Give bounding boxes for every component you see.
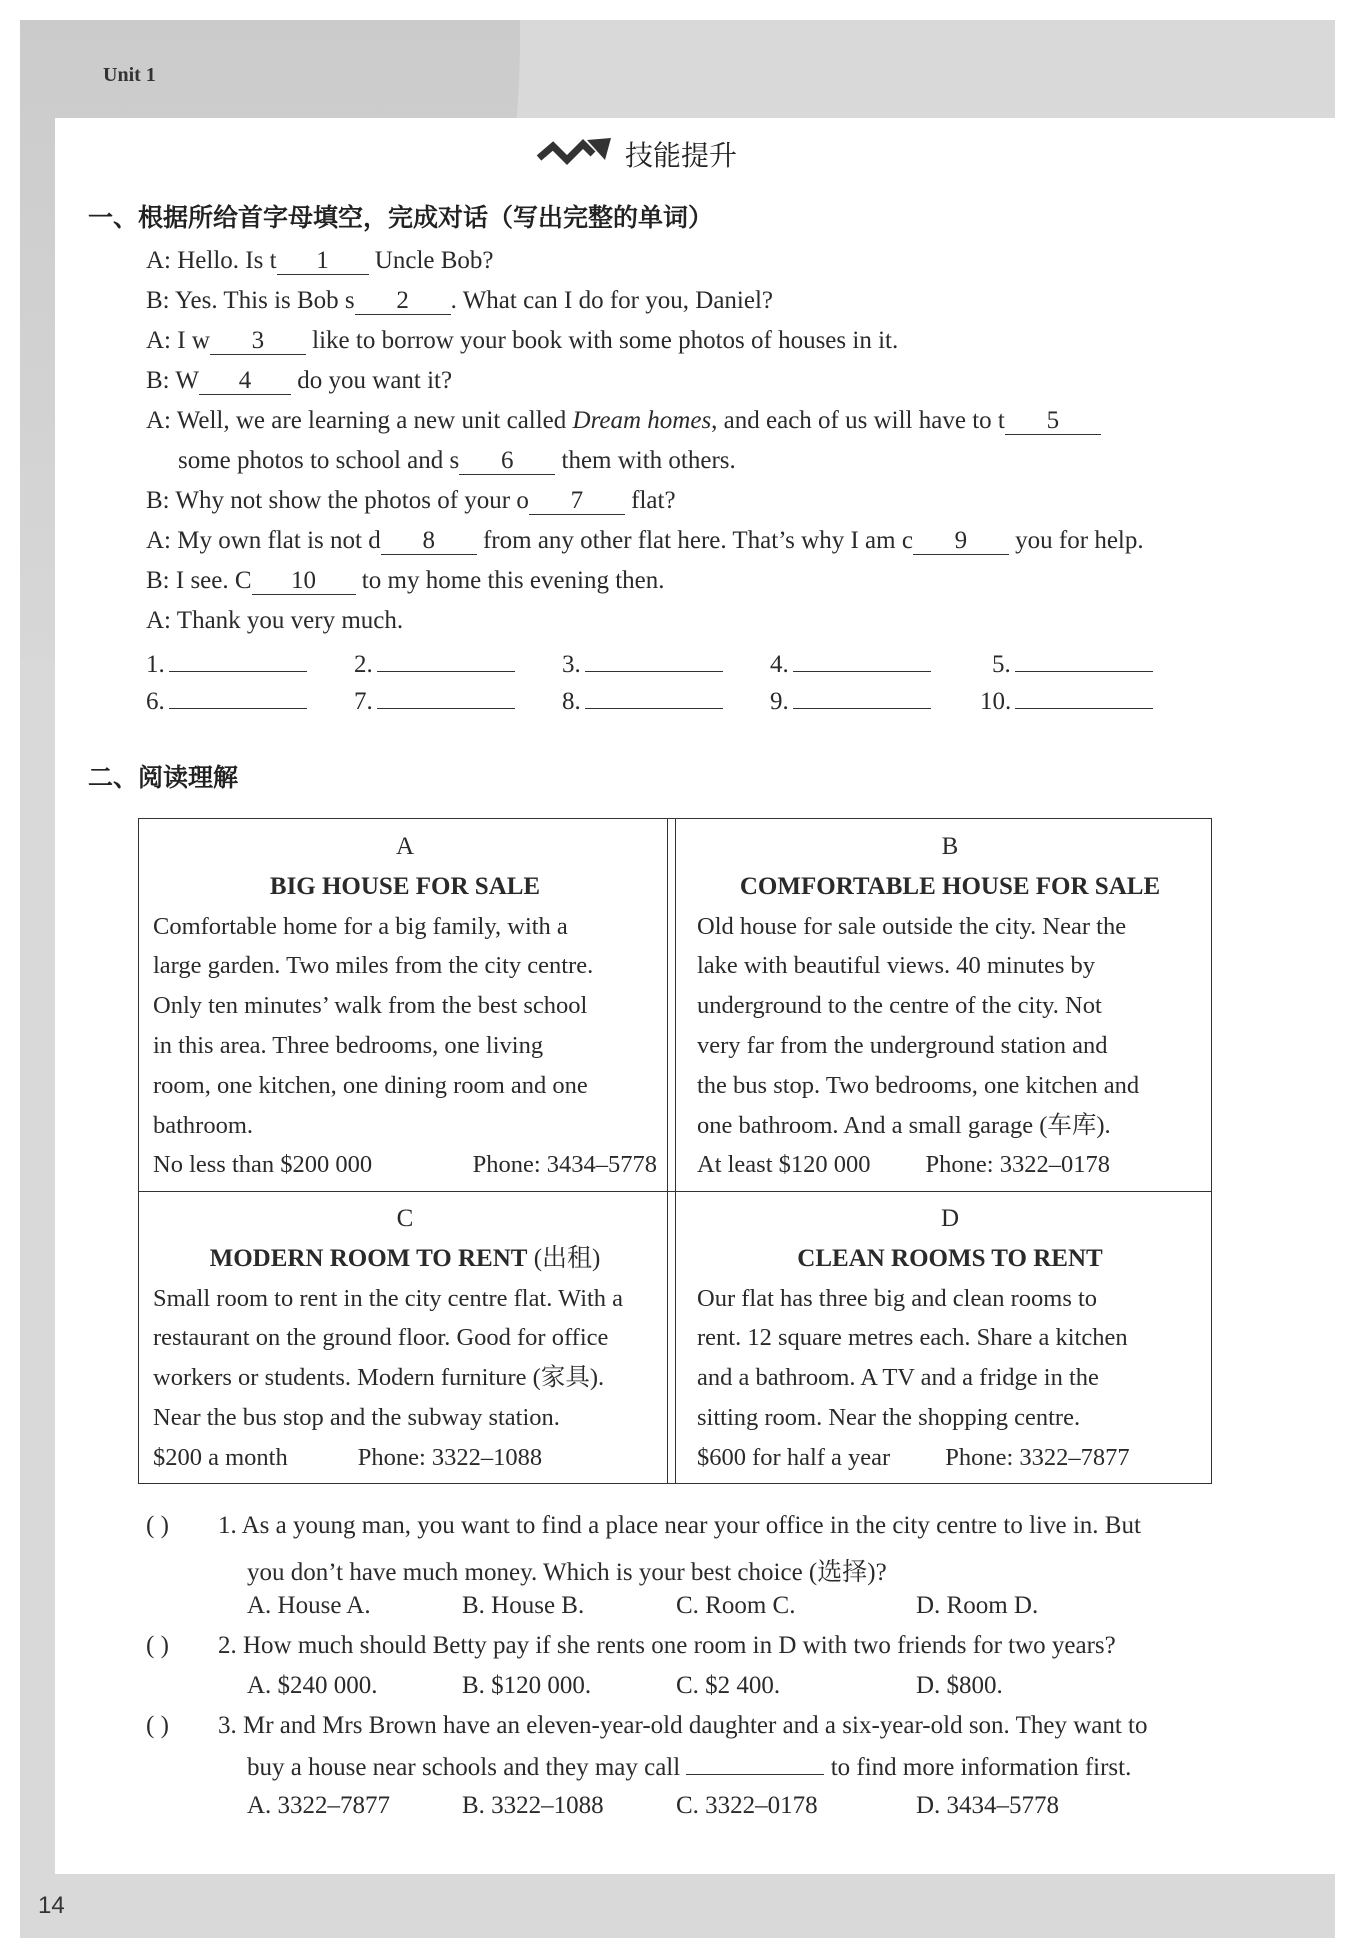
answer-line[interactable] [793,684,931,709]
ad-price: $600 for half a year [697,1443,891,1471]
answer-slot: 2. [354,647,515,679]
blank[interactable]: 6 [459,448,555,475]
ad-text: Our flat has three big and clean rooms to [697,1284,1098,1312]
blank[interactable]: 2 [355,288,451,315]
answer-line[interactable] [377,684,515,709]
answer-slot: 5. [992,647,1153,679]
answer-slot: 3. [562,647,723,679]
blank[interactable]: 7 [529,488,625,515]
answer-slot: 10. [980,684,1153,716]
trend-up-icon [535,134,615,174]
page-number: 14 [38,1892,65,1919]
dialogue-line: A: Well, we are learning a new unit called Dream homes, and each of us will have to t 5 [146,407,1101,435]
ad-title: BIG HOUSE FOR SALE [269,872,541,900]
option[interactable]: D. 3434–5778 [916,1792,1060,1819]
option[interactable]: C. Room C. [676,1592,796,1619]
dialogue-line: some photos to school and s 6 them with others. [178,447,736,474]
answer-slot: 4. [770,647,931,679]
option[interactable]: B. $120 000. [462,1672,592,1699]
option[interactable]: B. 3322–1088 [462,1792,604,1819]
dialogue-line: A: Hello. Is t 1 Uncle Bob? [146,247,494,274]
ad-title: COMFORTABLE HOUSE FOR SALE [739,872,1161,900]
ad-price: $200 a month [153,1443,288,1471]
option[interactable]: A. 3322–7877 [247,1792,391,1819]
option[interactable]: D. Room D. [916,1592,1039,1619]
ad-letter: D [940,1205,960,1232]
answer-line[interactable] [686,1752,824,1775]
divider [139,1191,1211,1192]
ad-letter: A [395,833,415,860]
ad-text: bathroom. [153,1111,254,1139]
ad-footer [697,1145,1203,1185]
ad-c [153,1199,657,1478]
ad-text: Comfortable home for a big family, with a [153,912,568,940]
divider [667,819,668,1483]
question-1: ( ) 1. As a young man, you want to find a place near your office in the city centre to live in. But [146,1512,1141,1539]
answer-slot: 9. [770,684,931,716]
answer-line[interactable] [377,647,515,672]
ad-footer [153,1438,657,1478]
ad-text: restaurant on the ground floor. Good for office [153,1324,609,1352]
dialogue-line: B: Why not show the photos of your o 7 flat? [146,487,676,514]
dialogue-line: A: Thank you very much. [146,607,404,634]
blank[interactable]: 8 [381,528,477,555]
ad-footer [153,1145,657,1185]
option[interactable]: A. $240 000. [247,1672,378,1699]
ad-text: lake with beautiful views. 40 minutes by [697,952,1096,980]
option[interactable]: A. House A. [247,1592,371,1619]
answer-slot: 1. [146,647,307,679]
ads-table [138,818,1212,1484]
dialogue-line: B: I see. C 10 to my home this evening then. [146,567,665,594]
blank[interactable]: 9 [913,528,1009,555]
ad-text: the bus stop. Two bedrooms, one kitchen and [697,1071,1140,1099]
answer-bracket[interactable]: ( ) [146,1512,169,1539]
ad-text: room, one kitchen, one dining room and one [153,1071,588,1099]
answer-slot: 8. [562,684,723,716]
dialogue-line: A: I w 3 like to borrow your book with some photos of houses in it. [146,327,899,354]
ad-text: in this area. Three bedrooms, one living [153,1031,544,1059]
ad-b [697,827,1203,1185]
ad-text: Small room to rent in the city centre flat. With a [153,1284,624,1312]
ad-text: underground to the centre of the city. Not [697,992,1102,1020]
part1-heading: 一、根据所给首字母填空，完成对话（写出完整的单词） [88,203,714,232]
ad-phone: Phone: 3434–5778 [472,1151,657,1179]
answer-line[interactable] [169,684,307,709]
ad-letter: B [941,833,959,860]
section-title-text: 技能提升 [625,139,738,172]
question-3: ( ) 3. Mr and Mrs Brown have an eleven-year-old daughter and a six-year-old son. They want to [146,1712,1148,1739]
ad-text: sitting room. Near the shopping centre. [697,1403,1081,1431]
blank[interactable]: 1 [277,248,369,275]
answer-line[interactable] [169,647,307,672]
ad-text: rent. 12 square metres each. Share a kitchen [697,1324,1128,1352]
answer-bracket[interactable]: ( ) [146,1632,169,1659]
ad-footer [697,1438,1203,1478]
divider [675,819,676,1483]
ad-text: large garden. Two miles from the city centre. [153,952,594,980]
option[interactable]: B. House B. [462,1592,585,1619]
blank[interactable]: 4 [199,368,291,395]
ad-phone: Phone: 3322–1088 [357,1443,543,1471]
ad-price: No less than $200 000 [153,1151,373,1179]
answer-line[interactable] [1015,647,1153,672]
ad-phone: Phone: 3322–0178 [925,1151,1110,1179]
answer-line[interactable] [1015,684,1153,709]
section-title [535,132,737,176]
ad-text: workers or students. Modern furniture (家具). [153,1364,605,1392]
ad-text: Only ten minutes’ walk from the best school [153,992,588,1020]
ad-text: Near the bus stop and the subway station. [153,1403,560,1431]
dialogue-line: B: Yes. This is Bob s 2 . What can I do for you, Daniel? [146,287,773,314]
ad-text: Old house for sale outside the city. Near the [697,912,1127,940]
option[interactable]: C. 3322–0178 [676,1792,818,1819]
ad-text: one bathroom. And a small garage (车库). [697,1111,1111,1139]
answer-line[interactable] [793,647,931,672]
ad-d [697,1199,1203,1478]
part2-heading: 二、阅读理解 [88,763,239,792]
ad-title: MODERN ROOM TO RENT (出租) [209,1244,601,1272]
answer-line[interactable] [585,647,723,672]
ad-a [153,827,657,1185]
ad-price: At least $120 000 [697,1151,871,1179]
blank[interactable]: 10 [252,568,356,595]
ad-letter: C [396,1205,414,1232]
question-1-cont: you don’t have much money. Which is your best choice (选择)? [247,1559,887,1586]
question-3-cont: buy a house near schools and they may call to find more information first. [247,1754,1132,1781]
answer-slot: 6. [146,684,307,716]
option[interactable]: C. $2 400. [676,1672,781,1699]
answer-slot: 7. [354,684,515,716]
question-2: ( ) 2. How much should Betty pay if she rents one room in D with two friends for two years? [146,1632,1116,1659]
unit-label: Unit 1 [103,64,156,86]
ad-text: and a bathroom. A TV and a fridge in the [697,1364,1099,1392]
dialogue-line: A: My own flat is not d 8 from any other flat here. That’s why I am c 9 you for help. [146,527,1144,554]
answer-bracket[interactable]: ( ) [146,1712,169,1739]
answer-line[interactable] [585,684,723,709]
ad-title: CLEAN ROOMS TO RENT [797,1244,1103,1272]
blank[interactable]: 5 [1005,408,1101,435]
dialogue-line: B: W 4 do you want it? [146,367,453,394]
blank[interactable]: 3 [210,328,306,355]
ad-text: very far from the underground station and [697,1031,1108,1059]
ad-phone: Phone: 3322–7877 [945,1443,1130,1471]
option[interactable]: D. $800. [916,1672,1003,1699]
